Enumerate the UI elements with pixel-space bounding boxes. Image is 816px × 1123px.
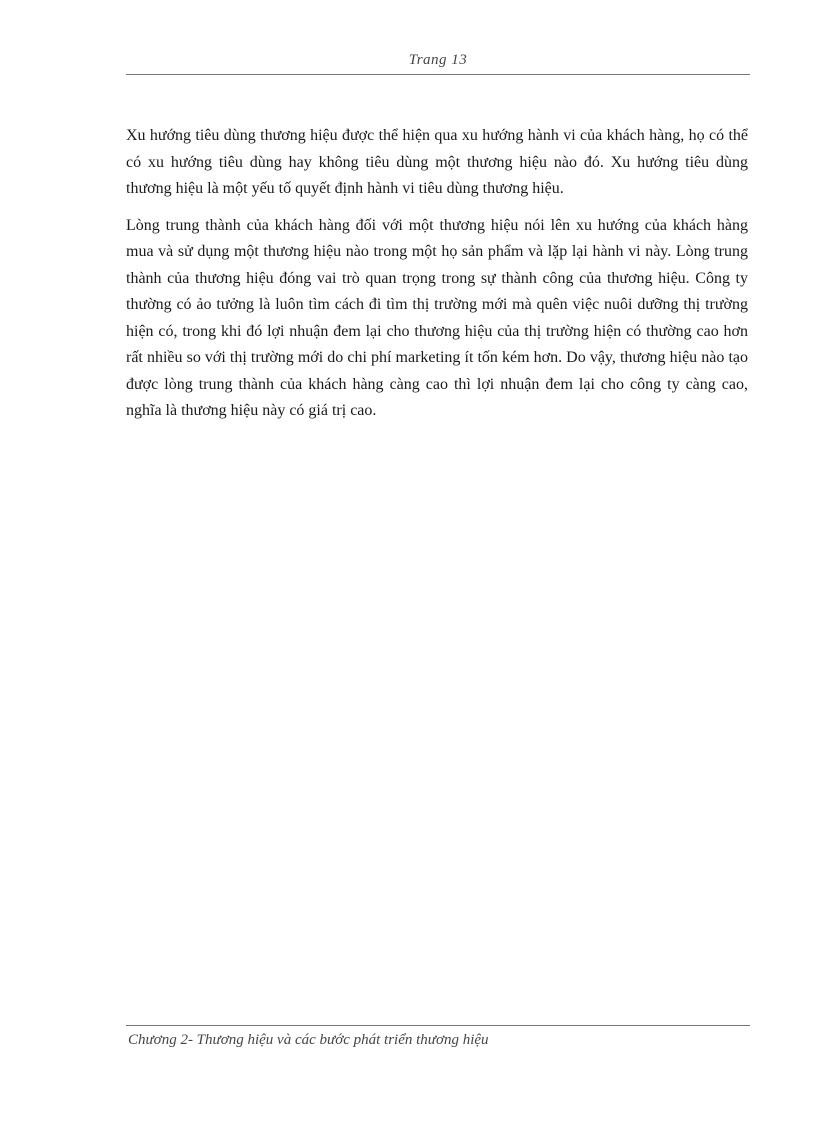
header-divider	[126, 74, 750, 75]
page-body	[126, 123, 748, 435]
body-paragraph: Xu hướng tiêu dùng thương hiệu được thể hiện qua xu hướng hành vi của khách hàng, họ có thể có xu hướng tiêu dùng hay không tiêu dùng một thương hiệu nào đó. Xu hướng tiêu dùng thương hiệu là một yếu tố quyết định hành vi tiêu dùng thương hiệu.	[126, 127, 748, 197]
footer-divider	[126, 1025, 750, 1026]
body-paragraph: Lòng trung thành của khách hàng đối với một thương hiệu nói lên xu hướng của khách hàng mua và sử dụng một thương hiệu nào trong một họ sản phẩm và lặp lại hành vi này. Lòng trung thành của thương hiệu đóng vai trò quan trọng trong sự thành công của thương hiệu. Công ty thường có ảo tưởng là luôn tìm cách đi tìm thị trường mới mà quên việc nuôi dưỡng thị trường hiện có, trong khi đó lợi nhuận đem lại cho thương hiệu của thị trường hiện có thường cao hơn rất nhiều so với thị trường mới do chi phí marketing ít tốn kém hơn. Do vậy, thương hiệu nào tạo được lòng trung thành của khách hàng càng cao thì lợi nhuận đem lại cho công ty càng cao, nghĩa là thương hiệu này có giá trị cao.	[126, 216, 748, 419]
page-footer: Chương 2- Thương hiệu và các bước phát triển thương hiệu	[128, 1032, 489, 1048]
page-header: Trang 13	[408, 52, 468, 68]
